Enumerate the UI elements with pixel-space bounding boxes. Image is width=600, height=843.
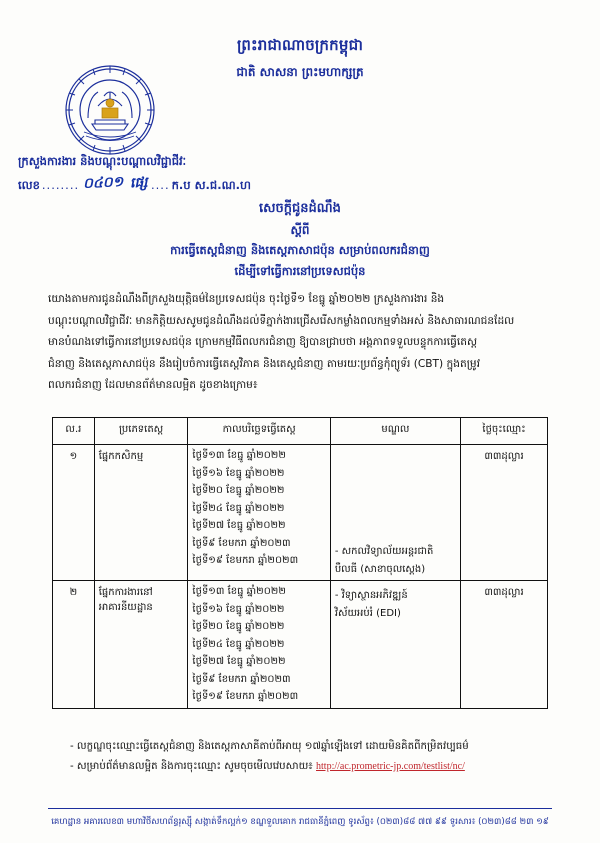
body-paragraph-3: មានបំណងទៅធ្វើការនៅប្រទេសជប៉ុន ក្រោមកម្មវិធីពលករជំនាញ ឱ្យបានជ្រាបថា អង្គភាពទទួលបន្ទុកការធ្វើតេស្ត [48,336,478,349]
notes-block [70,737,540,778]
cell-test-type: ផ្នែកការងារនៅអាគារនីយដ្ឋាន [94,581,188,709]
cell-center [330,445,460,581]
body-paragraph-5: ពលករជំនាញ ដែលមានព័ត៌មានលម្អិត ដូចខាងក្រោម៖ [48,379,258,392]
date-item: ថ្ងៃទី១៩ ខែមករា ឆ្នាំ២០២៣ [192,691,299,702]
schedule-table-wrapper [52,417,548,709]
body-text [48,290,556,398]
cell-test-dates [188,445,330,581]
date-item: ថ្ងៃទី២៧ ខែធ្នូ ឆ្នាំ២០២២ [192,520,286,531]
body-paragraph-4: ជំនាញ និងតេស្តភាសាជប៉ុន នឹងរៀបចំការធ្វើតេស្តវិភាគ និងតេស្តជំនាញ តាមរយៈប្រព័ន្ធកុំព្យូទ័រ (CBT) ក្នុងតម្រូវ [48,357,480,370]
note-website-prefix: - សម្រាប់ព័ត៌មានលម្អិត និងការចុះឈ្មោះ សូមចុចមើលវេបសាយ៖ [70,761,313,773]
dot-leader: ........ [41,177,80,192]
table-row [53,581,548,709]
center-line: បឺលធី (សាខាចុលស្តេង) [334,563,426,575]
cell-fee: ៣៣ដុល្លារ [461,445,548,581]
center-line: វិស័យអប់រំ (EDI) [334,607,401,619]
date-item: ថ្ងៃទី២៤ ខែធ្នូ ឆ្នាំ២០២២ [192,638,285,650]
date-item: ថ្ងៃទី២៤ ខែធ្នូ ឆ្នាំ២០២២ [192,502,285,514]
date-item: ថ្ងៃទី២០ ខែធ្នូ ឆ្នាំ២០២២ [192,485,285,496]
date-item: ថ្ងៃទី៩ ខែមករា ឆ្នាំ២០២៣ [192,673,291,685]
cell-center [330,581,460,709]
footer-divider [48,808,552,809]
date-item: ថ្ងៃទី១៦ ខែធ្នូ ឆ្នាំ២០២២ [192,467,285,479]
number-value: ០៤០១ [82,173,124,192]
header-test-type: ប្រភេទតេស្ត [94,418,188,445]
body-paragraph-2: បណ្តុះបណ្តាលវិជ្ជាជីវៈ មានកិត្តិយសសូមជូនដំណឹងដល់ទីភ្នាក់ងារជ្រើសរើសកម្លាំងពលកម្មទាំងអស់ និងសាធារណជនដែល [48,314,515,327]
note-condition: - លក្ខណ្ឌចុះឈ្មោះធ្វើតេស្តជំនាញ និងតេស្តភាសាគីតាប់ពីអាយុ ១៧ឆ្នាំឡើងទៅ ដោយមិនគិតពីកម្រិតវប្បធម៌ [70,741,469,752]
date-item: ថ្ងៃទី៩ ខែមករា ឆ្នាំ២០២៣ [192,537,291,549]
notice-title: សេចក្តីជូនដំណឹង [259,201,341,216]
notice-subject-line2: ដើម្បីទៅធ្វើការនៅប្រទេសជប៉ុន [234,264,366,279]
table-row [53,445,548,581]
date-item: ថ្ងៃទី១៣ ខែធ្នូ ឆ្នាំ២០២២ [192,586,286,597]
footer-line: គេហដ្ឋាន អគារលេខ៣ មហាវិថីសហព័ន្ធរុស្ស៊ី សង្កាត់ទឹកល្អក់១ ខណ្ឌទួលគោក រាជធានីភ្នំពេញ ទូរស័ព្ទ៖ (០២៣)៨៨ ៧៧ ៩៩ ទូរសារ៖ (០២៣)៨៨ ២៣ ១៩ [51,817,549,828]
date-item: ថ្ងៃទី១៦ ខែធ្នូ ឆ្នាំ២០២២ [192,603,285,615]
number-suffix: ក.ប ស.ជ.ណ.ហ [171,177,251,192]
footer-address [0,816,600,829]
header-fee: ថ្លៃចុះឈ្មោះ [461,418,548,445]
date-item: ថ្ងៃទី២៧ ខែធ្នូ ឆ្នាំ២០២២ [192,656,286,667]
date-item: ថ្ងៃទី២០ ខែធ្នូ ឆ្នាំ២០២២ [192,621,285,632]
header-test-date: កាលបរិច្ឆេទធ្វើតេស្ត [188,418,330,445]
date-item: ថ្ងៃទី១៩ ខែមករា ឆ្នាំ២០២៣ [192,555,299,566]
dot-leader-2: .... [151,177,170,192]
center-line: - សកលវិទ្យាល័យអន្តរជាតិ [334,546,434,557]
ministry-block [18,152,251,195]
date-item: ថ្ងៃទី១៣ ខែធ្នូ ឆ្នាំ២០២២ [192,450,286,461]
registration-link[interactable]: http://ac.prometric-jp.com/testlist/nc/ [316,761,465,773]
cell-no: ២ [53,581,95,709]
center-line: - វិទ្យាស្ថានអភិវឌ្ឍន៍ [334,590,408,601]
kingdom-title: ព្រះរាជាណាចក្រកម្ពុជា [236,36,364,54]
cell-test-dates [188,581,330,709]
cell-test-type: ផ្នែកកសិកម្ម [94,445,188,581]
note-website [70,757,540,777]
number-handwritten: ផ្សេ [129,174,148,191]
number-label: លេខ [18,177,40,192]
header-no: ល.រ [53,418,95,445]
ministry-name: ក្រសួងការងារ និងបណ្តុះបណ្តាលវិជ្ជាជីវៈ [18,154,187,168]
royal-emblem-icon [62,62,158,158]
document-number-line [18,172,251,196]
title-block [0,198,600,282]
header-center: មណ្ឌល [330,418,460,445]
schedule-table [52,417,548,709]
notice-subject-label: ស្តីពី [290,223,310,238]
cell-fee: ៣៣ដុល្លារ [461,581,548,709]
national-motto: ជាតិ សាសនា ព្រះមហាក្សត្រ [236,64,364,79]
body-paragraph-1: យោងតាមការជូនដំណឹងពីក្រសួងយុត្តិធម៌នៃប្រទេសជប៉ុន ចុះថ្ងៃទី១ ខែធ្នូ ឆ្នាំ២០២២ ក្រសួងការងារ និង [48,293,445,305]
notice-subject-line1: ការធ្វើតេស្តជំនាញ និងតេស្តភាសាជប៉ុន សម្រាប់ពលករជំនាញ [170,243,430,258]
cell-no: ១ [53,445,95,581]
table-header-row [53,418,548,445]
